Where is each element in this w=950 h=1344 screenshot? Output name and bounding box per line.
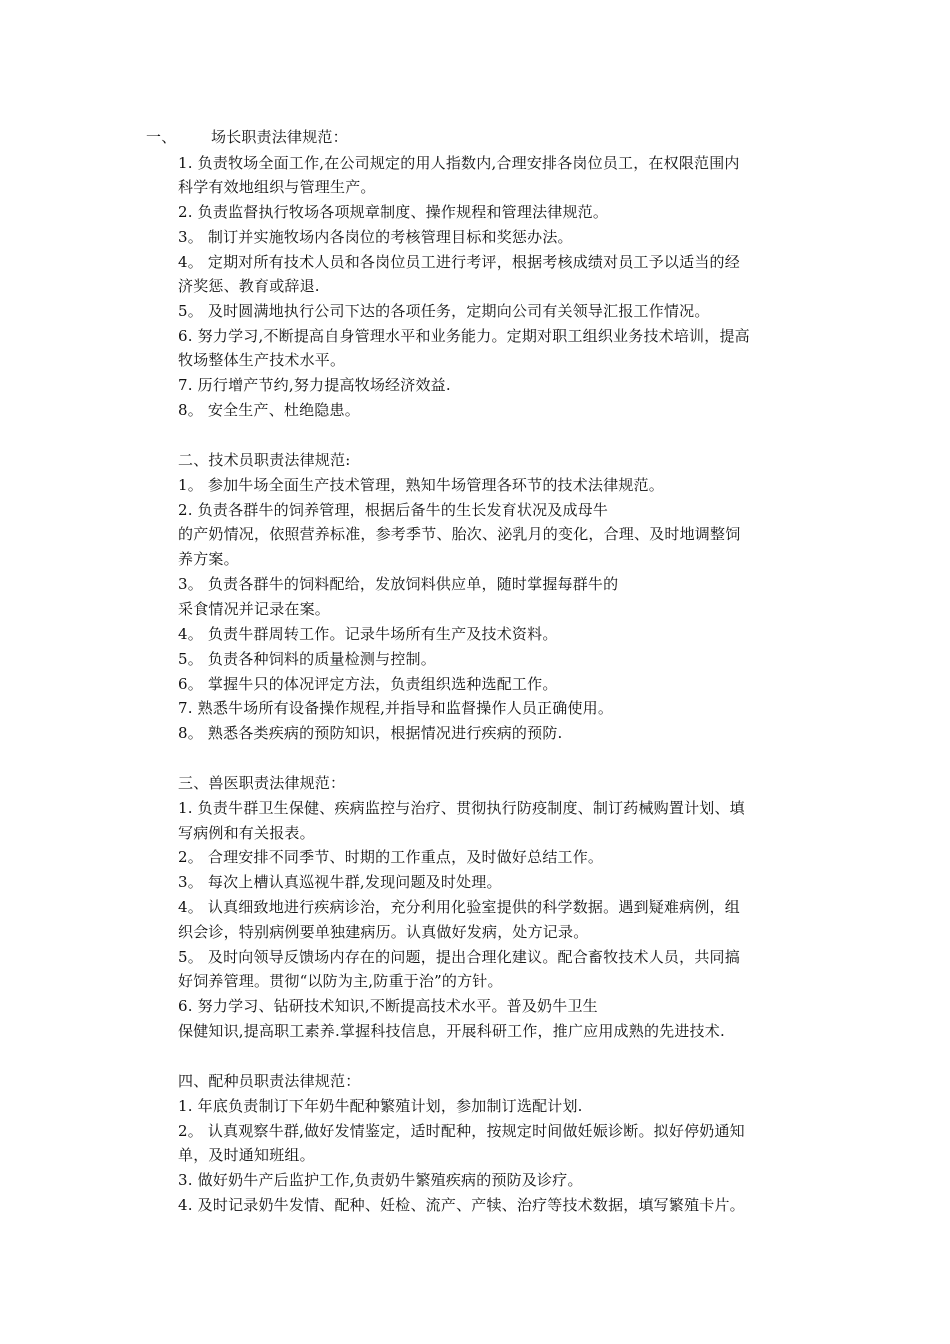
- section-1-line-1: 1. 负责牧场全面工作,在公司规定的用人指数内,合理安排各岗位员工，在权限范围内: [178, 154, 740, 172]
- section-4-line-3: 单，及时通知班组。: [178, 1146, 315, 1164]
- section-1-line-3: 2. 负责监督执行牧场各项规章制度、操作规程和管理法律规范。: [178, 203, 609, 221]
- section-1-line-10: 7. 历行增产节约,努力提高牧场经济效益.: [178, 376, 451, 394]
- section-2-heading: 二、技术员职责法律规范:: [178, 451, 351, 469]
- section-1-heading-number: 一、: [146, 128, 177, 146]
- section-3-line-6: 织会诊，特别病例要单独建病历。认真做好发病，处方记录。: [178, 923, 589, 941]
- section-2-line-5: 3。 负责各群牛的饲料配给，发放饲料供应单，随时掌握每群牛的: [178, 575, 619, 593]
- section-4-line-5: 4. 及时记录奶牛发情、配种、妊检、流产、产犊、治疗等技术数据，填写繁殖卡片。: [178, 1196, 745, 1214]
- section-2-line-10: 7. 熟悉牛场所有设备操作规程,并指导和监督操作人员正确使用。: [178, 699, 614, 717]
- section-3-line-4: 3。 每次上槽认真巡视牛群,发现问题及时处理。: [178, 873, 502, 891]
- section-1-heading-line: [146, 126, 348, 148]
- section-1-line-6: 济奖惩、教育或辞退.: [178, 277, 320, 295]
- section-1-heading: 场长职责法律规范：: [211, 128, 348, 146]
- section-2-line-2: 2. 负责各群牛的饲养管理，根据后备牛的生长发育状况及成母牛: [178, 501, 609, 519]
- section-4-heading: 四、配种员职责法律规范：: [178, 1072, 361, 1090]
- section-1-line-7: 5。 及时圆满地执行公司下达的各项任务，定期向公司有关领导汇报工作情况。: [178, 302, 710, 320]
- section-3-line-8: 好饲养管理。贯彻“以防为主,防重于治”的方针。: [178, 972, 503, 990]
- section-2-line-8: 5。 负责各种饲料的质量检测与控制。: [178, 650, 436, 668]
- section-2-line-4: 养方案。: [178, 550, 239, 568]
- section-4-line-2: 2。 认真观察牛群,做好发情鉴定，适时配种，按规定时间做妊娠诊断。拟好停奶通知: [178, 1122, 745, 1140]
- section-4-line-1: 1. 年底负责制订下年奶牛配种繁殖计划，参加制订选配计划.: [178, 1097, 583, 1115]
- section-2-line-9: 6。 掌握牛只的体况评定方法，负责组织选种选配工作。: [178, 675, 558, 693]
- section-2-line-1: 1。 参加牛场全面生产技术管理，熟知牛场管理各环节的技术法律规范。: [178, 476, 664, 494]
- section-3-line-3: 2。 合理安排不同季节、时期的工作重点，及时做好总结工作。: [178, 848, 604, 866]
- section-1-line-2: 科学有效地组织与管理生产。: [178, 178, 376, 196]
- section-3-line-1: 1. 负责牛群卫生保健、疾病监控与治疗、贯彻执行防疫制度、制订药械购置计划、填: [178, 799, 745, 817]
- section-3-line-7: 5。 及时向领导反馈场内存在的问题，提出合理化建议。配合畜牧技术人员，共同搞: [178, 948, 740, 966]
- section-3-heading: 三、兽医职责法律规范：: [178, 774, 346, 792]
- section-2-line-11: 8。 熟悉各类疾病的预防知识，根据情况进行疾病的预防.: [178, 724, 563, 742]
- section-1-line-4: 3。 制订并实施牧场内各岗位的考核管理目标和奖惩办法。: [178, 228, 573, 246]
- section-2-line-7: 4。 负责牛群周转工作。记录牛场所有生产及技术资料。: [178, 625, 558, 643]
- section-3-line-9: 6. 努力学习、钻研技术知识,不断提高技术水平。普及奶牛卫生: [178, 997, 598, 1015]
- section-3-line-5: 4。 认真细致地进行疾病诊治，充分利用化验室提供的科学数据。遇到疑难病例，组: [178, 898, 740, 916]
- section-1-line-5: 4。 定期对所有技术人员和各岗位员工进行考评，根据考核成绩对员工予以适当的经: [178, 253, 740, 271]
- section-2-line-3: 的产奶情况，依照营养标准，参考季节、胎次、泌乳月的变化，合理、及时地调整饲: [178, 525, 741, 543]
- section-1-line-8: 6. 努力学习,不断提高自身管理水平和业务能力。定期对职工组织业务技术培训，提高: [178, 327, 750, 345]
- section-2-line-6: 采食情况并记录在案。: [178, 600, 331, 618]
- section-4-line-4: 3. 做好奶牛产后监护工作,负责奶牛繁殖疾病的预防及诊疗。: [178, 1171, 583, 1189]
- section-1-line-9: 牧场整体生产技术水平。: [178, 351, 346, 369]
- section-3-line-10: 保健知识,提高职工素养.掌握科技信息，开展科研工作，推广应用成熟的先进技术.: [178, 1022, 725, 1040]
- section-1-line-11: 8。 安全生产、杜绝隐患。: [178, 401, 360, 419]
- section-3-line-2: 写病例和有关报表。: [178, 824, 315, 842]
